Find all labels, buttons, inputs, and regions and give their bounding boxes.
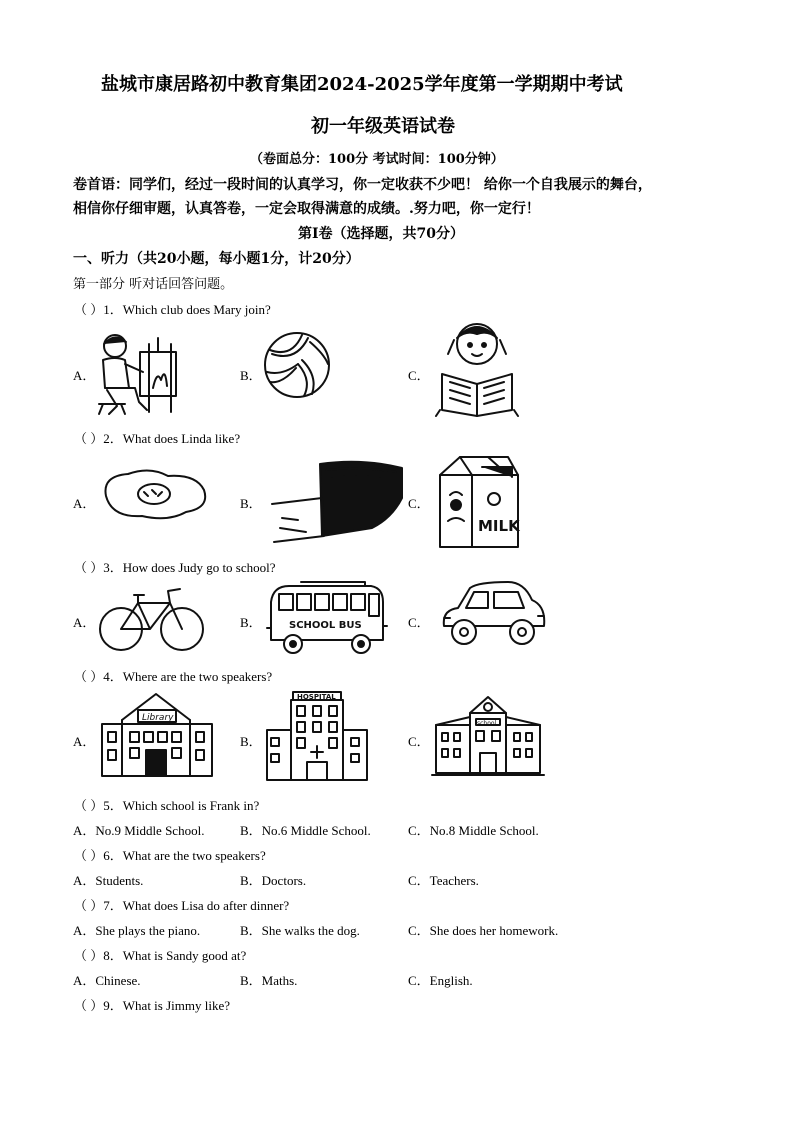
question-2: （ ）2．What does Linda like? [74, 431, 241, 446]
answer-blank[interactable]: （ ） [74, 898, 104, 913]
option-b[interactable]: B．Doctors. [240, 873, 307, 888]
milk-carton-icon[interactable] [430, 455, 525, 550]
part-instruction: 第一部分 听对话回答问题。 [73, 277, 234, 292]
bicycle-icon[interactable] [98, 585, 206, 655]
exam-title: 盐城市康居路初中教育集团2024-2025学年度第一学期期中考试 [101, 74, 623, 95]
option-label-b: B． [240, 496, 262, 511]
question-9: （ ）9．What is Jimmy like? [74, 998, 231, 1013]
answer-blank[interactable]: （ ） [74, 998, 104, 1013]
hospital-building-icon[interactable] [265, 690, 370, 782]
option-c[interactable]: C．Teachers. [408, 873, 479, 888]
option-label-a: A． [73, 734, 96, 749]
option-label-a: A． [73, 615, 96, 630]
option-b[interactable]: B．Maths. [240, 973, 298, 988]
answer-blank[interactable]: （ ） [74, 431, 104, 446]
option-label-b: B． [240, 368, 262, 383]
answer-blank[interactable]: （ ） [74, 798, 104, 813]
paper-subtitle: 初一年级英语试卷 [311, 116, 455, 137]
svg-text:Library: Library [142, 713, 174, 723]
bread-loaf-icon[interactable] [262, 458, 412, 543]
car-icon[interactable] [438, 580, 548, 656]
school-building-icon[interactable] [432, 695, 547, 780]
option-c[interactable]: C．No.8 Middle School. [408, 823, 539, 838]
preface-line-2: 相信你仔细审题，认真答卷，一定会取得满意的成绩。.努力吧，你一定行！ [73, 201, 540, 217]
option-label-a: A． [73, 368, 96, 383]
question-6: （ ）6．What are the two speakers? [74, 848, 266, 863]
option-b[interactable]: B．No.6 Middle School. [240, 823, 371, 838]
answer-blank[interactable]: （ ） [74, 848, 104, 863]
option-a[interactable]: A．No.9 Middle School. [73, 823, 205, 838]
option-label-c: C． [408, 496, 430, 511]
question-7: （ ）7．What does Lisa do after dinner? [74, 898, 290, 913]
option-label-a: A． [73, 496, 96, 511]
option-label-c: C． [408, 615, 430, 630]
library-building-icon[interactable] [100, 690, 215, 780]
option-a[interactable]: A．Chinese. [73, 973, 141, 988]
volleyball-icon[interactable] [262, 330, 332, 400]
answer-blank[interactable]: （ ） [74, 302, 104, 317]
option-c[interactable]: C．English. [408, 973, 473, 988]
option-c[interactable]: C．She does her homework. [408, 923, 559, 938]
school-bus-icon[interactable] [265, 582, 390, 660]
option-label-c: C． [408, 368, 430, 383]
reading-girl-icon[interactable] [432, 318, 522, 418]
question-3: （ ）3．How does Judy go to school? [74, 560, 276, 575]
question-8: （ ）8．What is Sandy good at? [74, 948, 247, 963]
painting-boy-icon[interactable] [95, 330, 190, 418]
svg-text:MILK: MILK [478, 517, 520, 535]
svg-text:school: school [477, 720, 497, 727]
svg-text:HOSPITAL: HOSPITAL [297, 693, 336, 701]
question-1: （ ）1．Which club does Mary join? [74, 302, 271, 317]
score-info: （卷面总分：100分 考试时间：100分钟） [250, 152, 504, 167]
question-5: （ ）5．Which school is Frank in? [74, 798, 260, 813]
option-label-c: C． [408, 734, 430, 749]
preface-line-1: 卷首语：同学们，经过一段时间的认真学习，你一定收获不少吧！ 给你一个自我展示的舞台， [73, 177, 652, 193]
answer-blank[interactable]: （ ） [74, 669, 104, 684]
option-label-b: B． [240, 734, 262, 749]
svg-text:SCHOOL BUS: SCHOOL BUS [289, 620, 362, 631]
answer-blank[interactable]: （ ） [74, 948, 104, 963]
volume-heading: 第Ⅰ卷（选择题，共70分） [298, 226, 465, 242]
option-a[interactable]: A．She plays the piano. [73, 923, 201, 938]
option-a[interactable]: A．Students. [73, 873, 144, 888]
section-heading: 一、听力（共20小题，每小题1分，计20分） [73, 251, 360, 267]
question-4: （ ）4．Where are the two speakers? [74, 669, 273, 684]
answer-blank[interactable]: （ ） [74, 560, 104, 575]
option-b[interactable]: B．She walks the dog. [240, 923, 360, 938]
fried-egg-icon[interactable] [98, 468, 213, 523]
option-label-b: B． [240, 615, 262, 630]
